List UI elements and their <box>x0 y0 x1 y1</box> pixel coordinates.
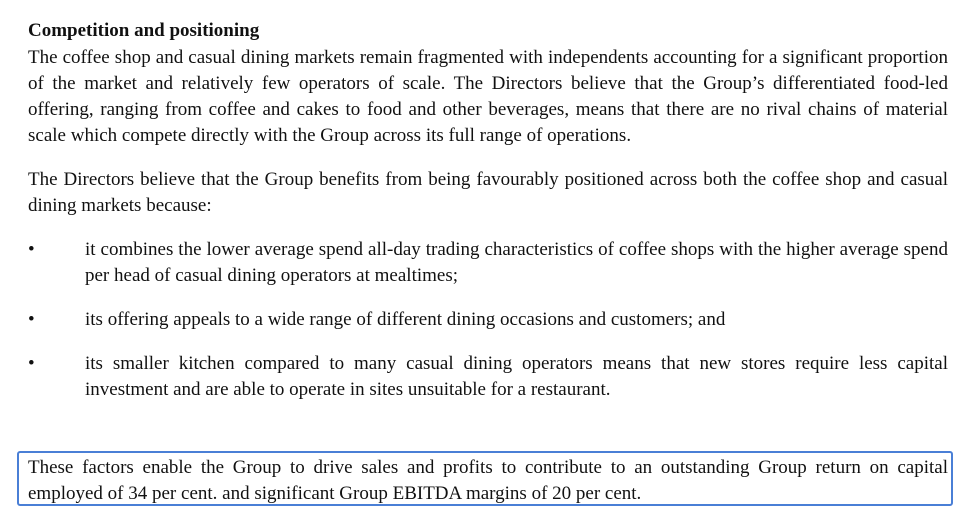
section-heading: Competition and positioning <box>28 20 260 41</box>
bullet-list <box>28 237 948 403</box>
highlighted-paragraph: These factors enable the Group to drive sales and profits to contribute to an outstanding Group return on capital employed of 34 per cent. and significant Group EBITDA margins of 20 per cent. <box>28 457 948 504</box>
list-item-text: it combines the lower average spend all-day trading characteristics of coffee shops with the higher average spend per head of casual dining operators at mealtimes; <box>85 239 948 286</box>
list-item <box>28 351 948 403</box>
bullet-icon: • <box>28 239 35 260</box>
list-item-text: its offering appeals to a wide range of different dining occasions and customers; and <box>85 309 726 330</box>
document-body <box>28 18 948 421</box>
bullet-icon: • <box>28 309 35 330</box>
paragraph-competition: The coffee shop and casual dining markets remain fragmented with independents accounting for a significant proportion of the market and relatively few operators of scale. The Directors believe that the Group’s differentiated food-led offering, ranging from coffee and cakes to food and other beverages, means that there are no rival chains of material scale which compete directly with the Group across its full range of operations. <box>28 47 948 146</box>
highlight-box <box>17 451 953 506</box>
list-item <box>28 237 948 289</box>
paragraph-positioning: The Directors believe that the Group benefits from being favourably positioned across both the coffee shop and casual dining markets because: <box>28 169 948 216</box>
list-item-text: its smaller kitchen compared to many casual dining operators means that new stores require less capital investment and are able to operate in sites unsuitable for a restaurant. <box>85 353 948 400</box>
list-item <box>28 307 948 333</box>
bullet-icon: • <box>28 353 35 374</box>
